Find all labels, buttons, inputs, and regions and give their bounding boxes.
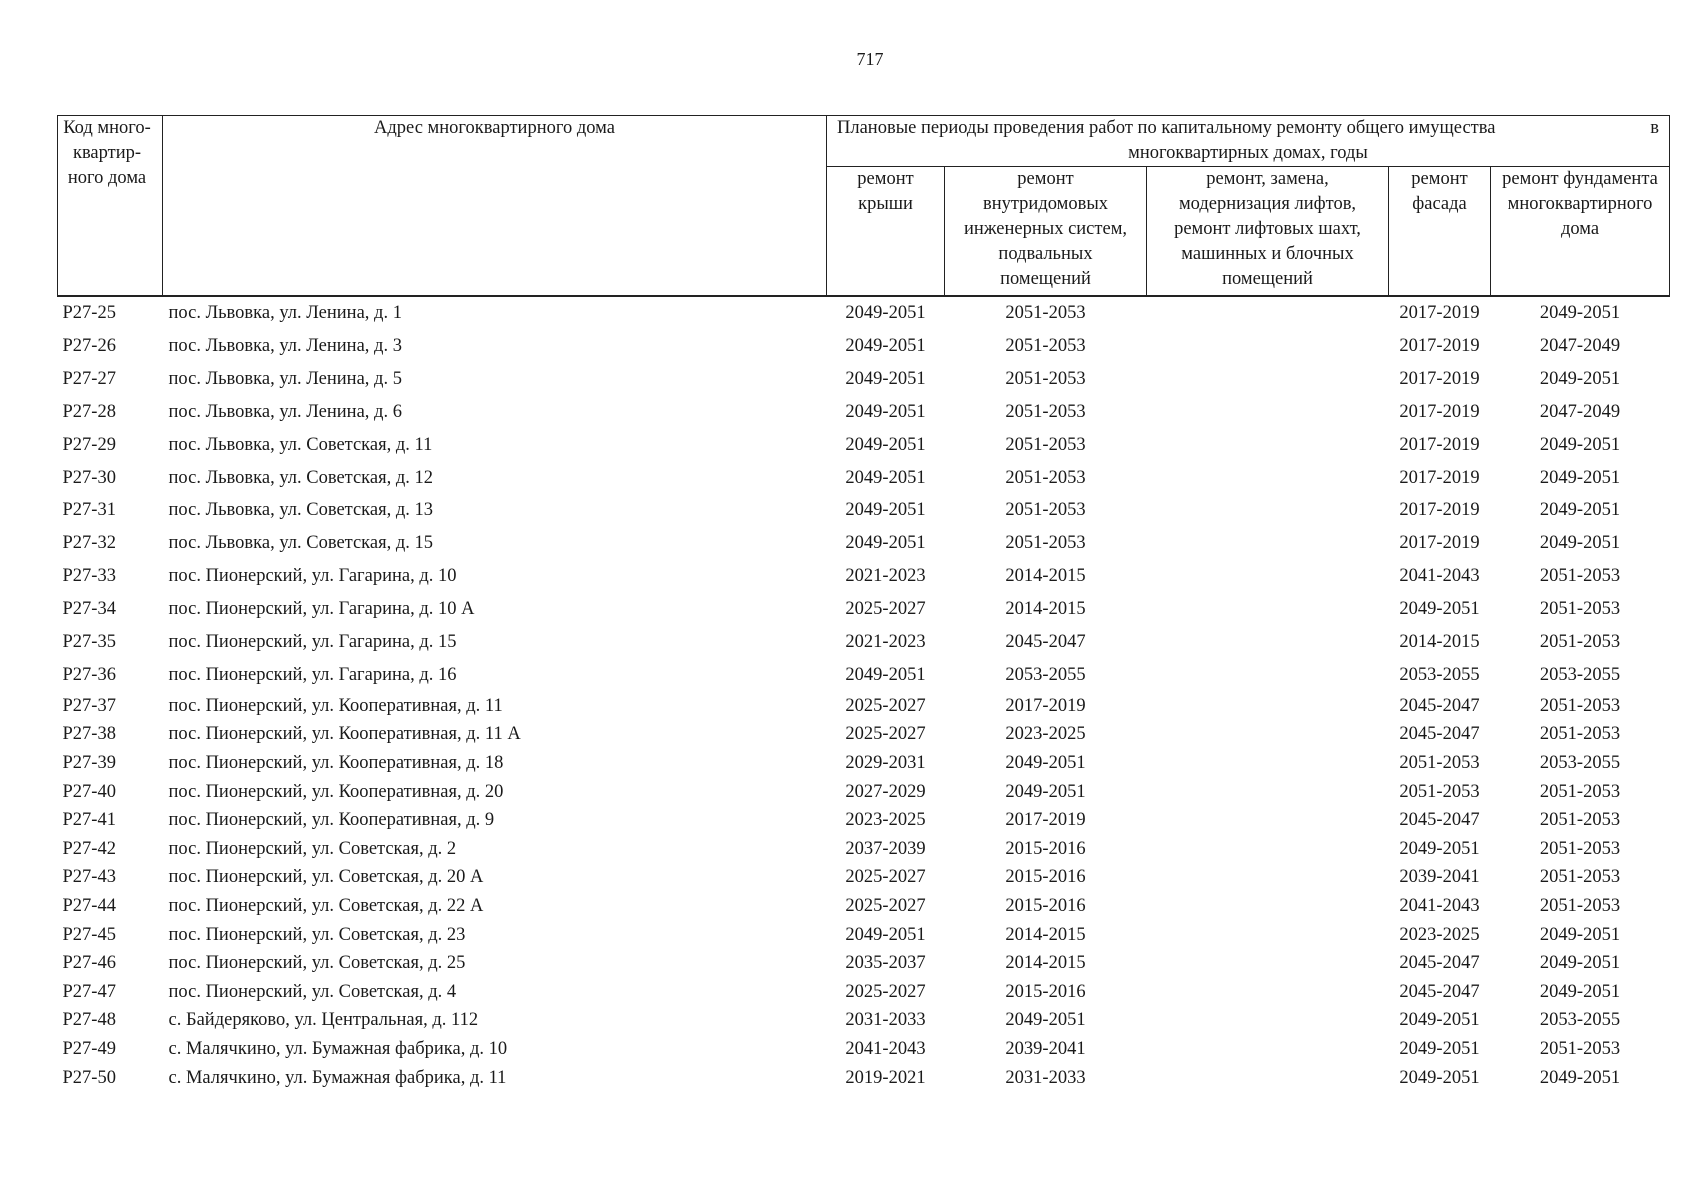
row-address: пос. Пионерский, ул. Советская, д. 22 А <box>168 896 484 917</box>
row-engineering-period: 2049-2051 <box>1005 753 1086 774</box>
row-address: пос. Львовка, ул. Ленина, д. 5 <box>168 368 402 389</box>
row-facade-period: 2039-2041 <box>1399 867 1480 888</box>
row-foundation-period: 2049-2051 <box>1539 368 1621 389</box>
row-elevator-period <box>1147 978 1389 1007</box>
row-address: пос. Пионерский, ул. Советская, д. 20 А <box>168 867 484 888</box>
row-engineering-period: 2015-2016 <box>1005 838 1086 859</box>
table-row <box>58 692 1670 721</box>
row-facade-period: 2049-2051 <box>1399 1010 1480 1031</box>
row-foundation-period: 2053-2055 <box>1539 753 1621 774</box>
row-engineering-period: 2023-2025 <box>1005 724 1086 745</box>
row-foundation-period: 2051-2053 <box>1539 896 1621 917</box>
row-elevator-period <box>1147 720 1389 749</box>
row-elevator-period <box>1147 692 1389 721</box>
row-roof-period: 2049-2051 <box>845 664 926 685</box>
row-engineering-period: 2015-2016 <box>1005 896 1086 917</box>
row-engineering-period: 2017-2019 <box>1005 810 1086 831</box>
row-address: пос. Львовка, ул. Ленина, д. 1 <box>168 303 402 323</box>
row-engineering-period: 2014-2015 <box>1005 599 1086 620</box>
row-engineering-period: 2051-2053 <box>1005 467 1086 488</box>
row-facade-period: 2017-2019 <box>1399 467 1480 488</box>
header-line: многоквартирного <box>1507 194 1653 214</box>
row-engineering-period: 2051-2053 <box>1005 368 1086 389</box>
row-code: Р27-43 <box>62 867 116 888</box>
row-elevator-period <box>1147 1035 1389 1064</box>
row-roof-period: 2049-2051 <box>845 533 926 554</box>
header-line: модернизация лифтов, <box>1178 194 1357 214</box>
row-facade-period: 2045-2047 <box>1399 695 1480 716</box>
row-code: Р27-45 <box>62 924 116 945</box>
header-roof <box>827 167 945 297</box>
header-foundation <box>1491 167 1670 297</box>
row-elevator-period <box>1147 494 1389 527</box>
header-line: инженерных систем, <box>963 219 1128 239</box>
table-row <box>58 863 1670 892</box>
row-facade-period: 2051-2053 <box>1399 753 1480 774</box>
row-elevator-period <box>1147 806 1389 835</box>
row-code: Р27-39 <box>62 753 116 774</box>
row-code: Р27-41 <box>62 810 116 831</box>
table-row <box>58 1035 1670 1064</box>
header-line: машинных и блочных <box>1181 244 1354 264</box>
row-foundation-period: 2047-2049 <box>1539 401 1621 422</box>
header-line: ремонт фундамента <box>1502 169 1658 189</box>
header-line: ремонт <box>1017 169 1074 189</box>
row-foundation-period: 2049-2051 <box>1539 303 1621 323</box>
row-elevator-period <box>1147 749 1389 778</box>
row-roof-period: 2021-2023 <box>845 566 926 587</box>
table-row <box>58 593 1670 626</box>
table-row <box>58 494 1670 527</box>
row-code: Р27-48 <box>62 1010 116 1031</box>
header-address: Адрес многоквартирного дома <box>163 116 827 297</box>
row-facade-period: 2049-2051 <box>1399 1039 1480 1059</box>
row-facade-period: 2053-2055 <box>1399 664 1480 685</box>
row-elevator-period <box>1147 778 1389 807</box>
row-elevator-period <box>1147 659 1389 692</box>
row-address: пос. Пионерский, ул. Советская, д. 25 <box>168 953 466 974</box>
row-roof-period: 2027-2029 <box>845 781 926 802</box>
row-code: Р27-25 <box>62 303 116 323</box>
row-roof-period: 2049-2051 <box>845 303 926 323</box>
row-code: Р27-26 <box>62 335 116 356</box>
row-facade-period: 2041-2043 <box>1399 566 1480 587</box>
row-elevator-period <box>1147 560 1389 593</box>
row-foundation-period: 2049-2051 <box>1539 924 1621 945</box>
row-roof-period: 2025-2027 <box>845 981 926 1002</box>
table-row <box>58 778 1670 807</box>
row-facade-period: 2017-2019 <box>1399 303 1480 323</box>
row-foundation-period: 2051-2053 <box>1539 599 1621 620</box>
row-roof-period: 2025-2027 <box>845 867 926 888</box>
row-foundation-period: 2049-2051 <box>1539 981 1621 1002</box>
header-code <box>58 116 163 297</box>
row-address: пос. Пионерский, ул. Гагарина, д. 15 <box>168 632 457 653</box>
row-address: пос. Пионерский, ул. Кооперативная, д. 9 <box>168 810 495 831</box>
row-foundation-period: 2049-2051 <box>1539 467 1621 488</box>
row-address: пос. Пионерский, ул. Кооперативная, д. 20 <box>168 781 504 802</box>
row-engineering-period: 2049-2051 <box>1005 1010 1086 1031</box>
row-foundation-period: 2049-2051 <box>1539 1067 1621 1088</box>
row-roof-period: 2049-2051 <box>845 467 926 488</box>
table-row <box>58 429 1670 462</box>
header-line: помещений <box>1222 269 1313 289</box>
table-body <box>58 296 1670 1092</box>
row-foundation-period: 2051-2053 <box>1539 632 1621 653</box>
table-row <box>58 462 1670 495</box>
header-line: подвальных <box>998 244 1093 264</box>
row-foundation-period: 2053-2055 <box>1539 664 1621 685</box>
row-address: пос. Львовка, ул. Ленина, д. 3 <box>168 335 402 356</box>
header-line: помещений <box>1000 269 1091 289</box>
row-address: пос. Пионерский, ул. Советская, д. 2 <box>168 838 457 859</box>
row-foundation-period: 2051-2053 <box>1539 781 1621 802</box>
table-row <box>58 626 1670 659</box>
row-facade-period: 2051-2053 <box>1399 781 1480 802</box>
row-code: Р27-49 <box>62 1039 116 1059</box>
table-row <box>58 527 1670 560</box>
row-engineering-period: 2051-2053 <box>1005 533 1086 554</box>
row-roof-period: 2035-2037 <box>845 953 926 974</box>
row-facade-period: 2049-2051 <box>1399 838 1480 859</box>
header-line: ремонт <box>1411 169 1468 189</box>
row-foundation-period: 2049-2051 <box>1539 434 1621 455</box>
row-roof-period: 2031-2033 <box>845 1010 926 1031</box>
header-group-text-line2: многоквартирных домах, годы <box>1128 143 1368 163</box>
row-code: Р27-37 <box>62 695 116 716</box>
row-foundation-period: 2051-2053 <box>1539 810 1621 831</box>
page-number: 717 <box>856 49 884 69</box>
table-row <box>58 363 1670 396</box>
row-foundation-period: 2049-2051 <box>1539 500 1621 521</box>
row-code: Р27-27 <box>62 368 116 389</box>
header-code-line: Код много- <box>63 118 151 138</box>
table-row <box>58 921 1670 950</box>
header-code-line: квартир- <box>72 143 142 163</box>
row-address: пос. Пионерский, ул. Гагарина, д. 16 <box>168 664 457 685</box>
row-engineering-period: 2014-2015 <box>1005 566 1086 587</box>
row-facade-period: 2045-2047 <box>1399 724 1480 745</box>
row-foundation-period: 2051-2053 <box>1539 838 1621 859</box>
row-engineering-period: 2015-2016 <box>1005 981 1086 1002</box>
row-foundation-period: 2053-2055 <box>1539 1010 1621 1031</box>
row-address: пос. Пионерский, ул. Кооперативная, д. 11 <box>168 695 503 716</box>
header-line: ремонт, замена, <box>1206 169 1329 189</box>
row-elevator-period <box>1147 626 1389 659</box>
row-facade-period: 2017-2019 <box>1399 500 1480 521</box>
row-address: пос. Пионерский, ул. Советская, д. 23 <box>168 924 466 945</box>
row-engineering-period: 2051-2053 <box>1005 303 1086 323</box>
row-code: Р27-30 <box>62 467 116 488</box>
row-facade-period: 2017-2019 <box>1399 533 1480 554</box>
row-elevator-period <box>1147 835 1389 864</box>
row-facade-period: 2045-2047 <box>1399 981 1480 1002</box>
table-row <box>58 1064 1670 1093</box>
row-roof-period: 2037-2039 <box>845 838 926 859</box>
table-header <box>58 116 1670 297</box>
row-engineering-period: 2015-2016 <box>1005 867 1086 888</box>
row-address: пос. Львовка, ул. Советская, д. 13 <box>168 500 434 521</box>
row-facade-period: 2045-2047 <box>1399 810 1480 831</box>
row-elevator-period <box>1147 429 1389 462</box>
table-row <box>58 720 1670 749</box>
table-row <box>58 396 1670 429</box>
row-code: Р27-32 <box>62 533 116 554</box>
header-line: дома <box>1560 219 1600 239</box>
row-address: пос. Пионерский, ул. Кооперативная, д. 18 <box>168 753 504 774</box>
row-elevator-period <box>1147 462 1389 495</box>
row-code: Р27-50 <box>62 1067 116 1088</box>
header-line: ремонт лифтовых шахт, <box>1174 219 1361 239</box>
row-engineering-period: 2051-2053 <box>1005 401 1086 422</box>
row-elevator-period <box>1147 863 1389 892</box>
header-line: фасада <box>1412 194 1467 214</box>
row-facade-period: 2017-2019 <box>1399 368 1480 389</box>
row-roof-period: 2025-2027 <box>845 724 926 745</box>
header-elevators <box>1147 167 1389 297</box>
row-engineering-period: 2045-2047 <box>1005 632 1086 653</box>
row-roof-period: 2049-2051 <box>845 434 926 455</box>
header-line: внутридомовых <box>982 194 1109 214</box>
row-foundation-period: 2049-2051 <box>1539 953 1621 974</box>
row-roof-period: 2049-2051 <box>845 368 926 389</box>
row-engineering-period: 2053-2055 <box>1005 664 1086 685</box>
table-row <box>58 330 1670 363</box>
header-planned-periods <box>827 116 1670 167</box>
header-group-text-end: в <box>1650 118 1660 138</box>
capital-repair-table <box>57 115 1670 1092</box>
row-facade-period: 2045-2047 <box>1399 953 1480 974</box>
row-facade-period: 2049-2051 <box>1399 1067 1480 1088</box>
row-code: Р27-47 <box>62 981 116 1002</box>
row-engineering-period: 2051-2053 <box>1005 500 1086 521</box>
row-roof-period: 2049-2051 <box>845 500 926 521</box>
row-engineering-period: 2051-2053 <box>1005 335 1086 356</box>
row-engineering-period: 2014-2015 <box>1005 924 1086 945</box>
row-elevator-period <box>1147 892 1389 921</box>
row-facade-period: 2014-2015 <box>1399 632 1480 653</box>
row-foundation-period: 2051-2053 <box>1539 1039 1621 1059</box>
table-row <box>58 296 1670 330</box>
row-roof-period: 2049-2051 <box>845 401 926 422</box>
row-elevator-period <box>1147 527 1389 560</box>
row-code: Р27-29 <box>62 434 116 455</box>
row-elevator-period <box>1147 330 1389 363</box>
table-row <box>58 806 1670 835</box>
row-code: Р27-40 <box>62 781 116 802</box>
row-code: Р27-28 <box>62 401 116 422</box>
row-address: пос. Пионерский, ул. Гагарина, д. 10 А <box>168 599 475 620</box>
row-address: с. Байдеряково, ул. Центральная, д. 112 <box>168 1010 479 1031</box>
row-elevator-period <box>1147 296 1389 330</box>
row-code: Р27-44 <box>62 896 116 917</box>
row-code: Р27-42 <box>62 838 116 859</box>
row-facade-period: 2041-2043 <box>1399 896 1480 917</box>
row-address: с. Малячкино, ул. Бумажная фабрика, д. 10 <box>168 1039 508 1059</box>
row-foundation-period: 2051-2053 <box>1539 867 1621 888</box>
row-elevator-period <box>1147 921 1389 950</box>
table-row <box>58 978 1670 1007</box>
row-roof-period: 2041-2043 <box>845 1039 926 1059</box>
row-facade-period: 2017-2019 <box>1399 401 1480 422</box>
row-elevator-period <box>1147 396 1389 429</box>
row-engineering-period: 2051-2053 <box>1005 434 1086 455</box>
row-elevator-period <box>1147 1064 1389 1093</box>
row-engineering-period: 2031-2033 <box>1005 1067 1086 1088</box>
row-foundation-period: 2047-2049 <box>1539 335 1621 356</box>
row-roof-period: 2049-2051 <box>845 335 926 356</box>
row-address: с. Малячкино, ул. Бумажная фабрика, д. 11 <box>168 1067 507 1088</box>
table-row <box>58 560 1670 593</box>
row-code: Р27-38 <box>62 724 116 745</box>
row-foundation-period: 2051-2053 <box>1539 566 1621 587</box>
row-facade-period: 2017-2019 <box>1399 434 1480 455</box>
row-facade-period: 2017-2019 <box>1399 335 1480 356</box>
row-address: пос. Пионерский, ул. Кооперативная, д. 11 А <box>168 724 521 745</box>
header-engineering <box>945 167 1147 297</box>
row-engineering-period: 2014-2015 <box>1005 953 1086 974</box>
row-elevator-period <box>1147 363 1389 396</box>
header-group-text: Плановые периоды проведения работ по капитальному ремонту общего имущества <box>837 118 1496 138</box>
row-roof-period: 2025-2027 <box>845 896 926 917</box>
row-roof-period: 2025-2027 <box>845 695 926 716</box>
row-address: пос. Львовка, ул. Ленина, д. 6 <box>168 401 402 422</box>
table-row <box>58 749 1670 778</box>
row-code: Р27-34 <box>62 599 116 620</box>
row-foundation-period: 2049-2051 <box>1539 533 1621 554</box>
row-facade-period: 2023-2025 <box>1399 924 1480 945</box>
header-facade <box>1389 167 1491 297</box>
row-elevator-period <box>1147 949 1389 978</box>
table-row <box>58 659 1670 692</box>
row-roof-period: 2021-2023 <box>845 632 926 653</box>
table-row <box>58 892 1670 921</box>
row-roof-period: 2029-2031 <box>845 753 926 774</box>
row-address: пос. Пионерский, ул. Советская, д. 4 <box>168 981 457 1002</box>
row-roof-period: 2023-2025 <box>845 810 926 831</box>
row-code: Р27-35 <box>62 632 116 653</box>
row-address: пос. Львовка, ул. Советская, д. 11 <box>168 434 433 455</box>
row-elevator-period <box>1147 1006 1389 1035</box>
row-foundation-period: 2051-2053 <box>1539 724 1621 745</box>
row-roof-period: 2025-2027 <box>845 599 926 620</box>
header-line: ремонт <box>857 169 914 189</box>
row-code: Р27-46 <box>62 953 116 974</box>
table-row <box>58 1006 1670 1035</box>
header-line: крыши <box>858 194 913 214</box>
row-engineering-period: 2017-2019 <box>1005 695 1086 716</box>
row-facade-period: 2049-2051 <box>1399 599 1480 620</box>
row-code: Р27-33 <box>62 566 116 587</box>
row-engineering-period: 2039-2041 <box>1005 1039 1086 1059</box>
row-roof-period: 2049-2051 <box>845 924 926 945</box>
row-foundation-period: 2051-2053 <box>1539 695 1621 716</box>
row-address: пос. Львовка, ул. Советская, д. 15 <box>168 533 434 554</box>
header-code-line: ного дома <box>67 168 147 188</box>
table-row <box>58 835 1670 864</box>
row-engineering-period: 2049-2051 <box>1005 781 1086 802</box>
row-code: Р27-36 <box>62 664 116 685</box>
row-address: пос. Пионерский, ул. Гагарина, д. 10 <box>168 566 457 587</box>
row-address: пос. Львовка, ул. Советская, д. 12 <box>168 467 434 488</box>
row-elevator-period <box>1147 593 1389 626</box>
row-roof-period: 2019-2021 <box>845 1067 926 1088</box>
table-row <box>58 949 1670 978</box>
row-code: Р27-31 <box>62 500 116 521</box>
